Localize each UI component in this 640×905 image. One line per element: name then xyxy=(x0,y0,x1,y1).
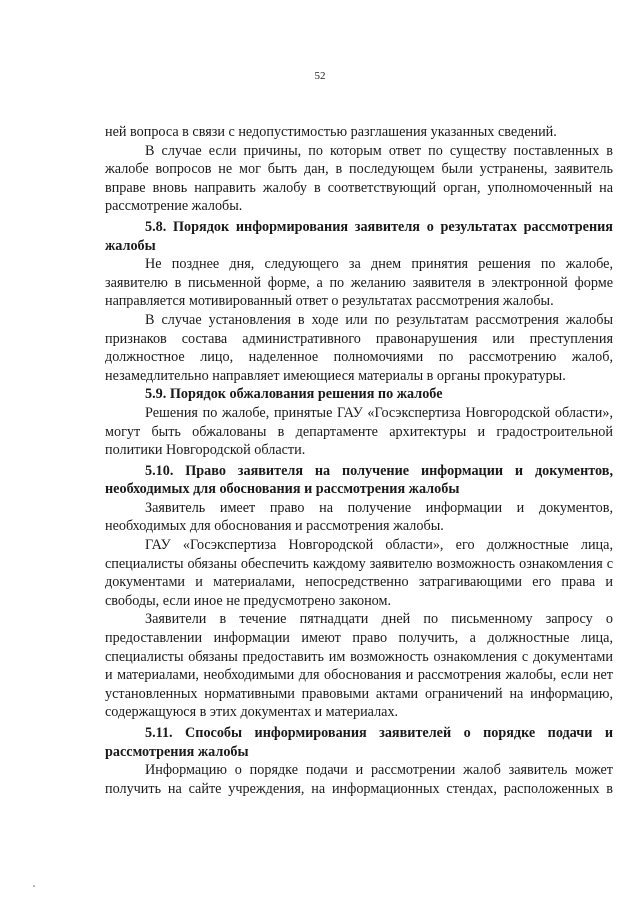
page-body xyxy=(105,123,613,798)
paragraph: Заявитель имеет право на получение информации и документов, необходимых для обоснования и рассмотрения жалобы. xyxy=(105,499,613,535)
page-number: 52 xyxy=(314,70,326,82)
section-heading-5-8: 5.8. Порядок информирования заявителя о результатах рассмотрения жалобы xyxy=(105,218,613,254)
paragraph: Решения по жалобе, принятые ГАУ «Госэкспертиза Новгородской области», могут быть обжалованы в департаменте архитектуры и градостроительной политики Новгородской области. xyxy=(105,404,613,459)
paragraph: В случае если причины, по которым ответ по существу поставленных в жалобе вопросов не мог быть дан, в последующем были устранены, заявитель вправе вновь направить жалобу в соответствующий орган, уполномоченный на рассмотрение жалобы. xyxy=(105,142,613,215)
section-heading-5-10: 5.10. Право заявителя на получение информации и документов, необходимых для обоснования и рассмотрения жалобы xyxy=(105,462,613,498)
paragraph: Информацию о порядке подачи и рассмотрении жалоб заявитель может получить на сайте учреждения, на информационных стендах, расположенных в xyxy=(105,762,613,797)
scan-speck xyxy=(33,885,35,887)
paragraph: ГАУ «Госэкспертиза Новгородской области», его должностные лица, специалисты обязаны обеспечить каждому заявителю возможность ознакомления с документами и материалами, непосредственно затрагивающими его права и свободы, если иное не предусмотрено законом. xyxy=(105,537,613,609)
section-heading-5-11: 5.11. Способы информирования заявителей о порядке подачи и рассмотрения жалобы xyxy=(105,725,613,760)
paragraph-continuation: ней вопроса в связи с недопустимостью разглашения указанных сведений. xyxy=(105,124,557,140)
paragraph: Заявители в течение пятнадцати дней по письменному запросу о предоставлении информации имеют право получить, а должностные лица, специалисты обязаны предоставить им возможность ознакомления с документами и материалами, необходимыми для обоснования и рассмотрения жалобы, если нет установленных нормативными правовыми актами ограничений на информацию, содержащуюся в этих документах и материалах. xyxy=(105,611,613,721)
paragraph: Не позднее дня, следующего за днем принятия решения по жалобе, заявителю в письменной форме, а по желанию заявителя в электронной форме направляется мотивированный ответ о результатах рассмотрения жалобы. xyxy=(105,256,613,310)
paragraph: В случае установления в ходе или по результатам рассмотрения жалобы признаков состава административного правонарушения или преступления должностное лицо, наделенное полномочиями по рассмотрению жалоб, незамедлительно направляет имеющиеся материалы в органы прокуратуры. xyxy=(105,311,613,384)
section-heading-5-9: 5.9. Порядок обжалования решения по жалобе xyxy=(145,386,443,403)
